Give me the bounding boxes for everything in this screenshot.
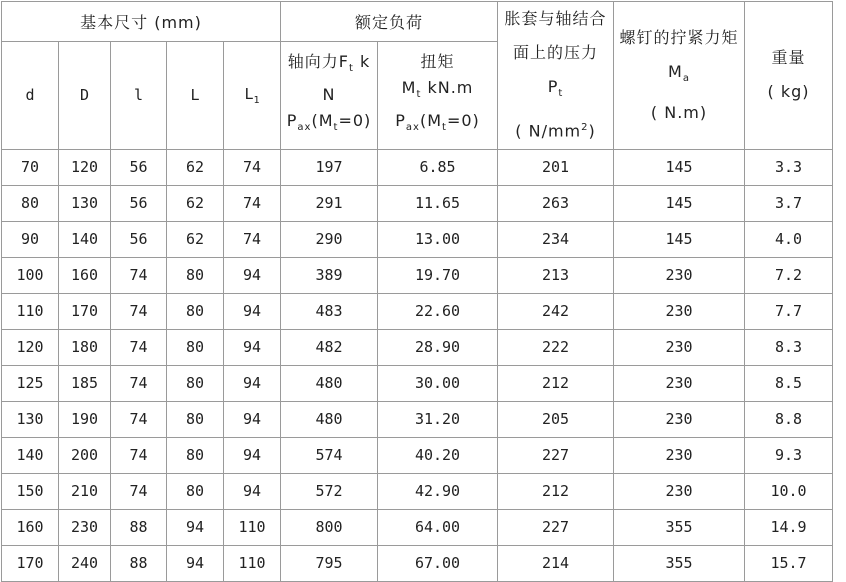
table-row xyxy=(2,329,833,365)
cell-Ft: 291 xyxy=(281,185,378,221)
cell-L: 80 xyxy=(167,293,224,329)
cell-L: 94 xyxy=(167,509,224,545)
cell-w: 15.7 xyxy=(745,545,833,581)
cell-L: 80 xyxy=(167,401,224,437)
table-row xyxy=(2,509,833,545)
cell-Ma: 230 xyxy=(614,437,745,473)
cell-L: 80 xyxy=(167,329,224,365)
cell-Mt: 31.20 xyxy=(378,401,498,437)
cell-L1: 94 xyxy=(224,365,281,401)
table-row xyxy=(2,221,833,257)
cell-l: 88 xyxy=(111,545,167,581)
cell-Pt: 222 xyxy=(498,329,614,365)
cell-D: 200 xyxy=(59,437,111,473)
cell-D: 120 xyxy=(59,149,111,185)
cell-Pt: 242 xyxy=(498,293,614,329)
cell-D: 190 xyxy=(59,401,111,437)
cell-Ma: 230 xyxy=(614,257,745,293)
cell-Ft: 290 xyxy=(281,221,378,257)
cell-Pt: 227 xyxy=(498,437,614,473)
cell-Mt: 22.60 xyxy=(378,293,498,329)
cell-l: 56 xyxy=(111,149,167,185)
cell-l: 56 xyxy=(111,221,167,257)
cell-Ft: 574 xyxy=(281,437,378,473)
cell-Ft: 197 xyxy=(281,149,378,185)
cell-L: 62 xyxy=(167,185,224,221)
cell-Mt: 67.00 xyxy=(378,545,498,581)
spec-table xyxy=(1,1,833,582)
cell-L: 94 xyxy=(167,545,224,581)
cell-Pt: 201 xyxy=(498,149,614,185)
cell-L1: 74 xyxy=(224,185,281,221)
cell-w: 7.2 xyxy=(745,257,833,293)
table-row xyxy=(2,257,833,293)
cell-Ft: 572 xyxy=(281,473,378,509)
cell-Ft: 483 xyxy=(281,293,378,329)
cell-w: 8.5 xyxy=(745,365,833,401)
cell-d: 160 xyxy=(2,509,59,545)
cell-L: 80 xyxy=(167,437,224,473)
cell-w: 3.3 xyxy=(745,149,833,185)
cell-L1: 94 xyxy=(224,257,281,293)
table-row xyxy=(2,473,833,509)
basic-dims-header: 基本尺寸 (mm) xyxy=(2,2,281,42)
cell-Ft: 482 xyxy=(281,329,378,365)
cell-w: 14.9 xyxy=(745,509,833,545)
cell-Ft: 795 xyxy=(281,545,378,581)
cell-w: 10.0 xyxy=(745,473,833,509)
cell-w: 8.3 xyxy=(745,329,833,365)
cell-l: 88 xyxy=(111,509,167,545)
cell-Ft: 389 xyxy=(281,257,378,293)
cell-D: 240 xyxy=(59,545,111,581)
rated-load-header: 额定负荷 xyxy=(281,2,498,42)
cell-L1: 94 xyxy=(224,401,281,437)
cell-w: 7.7 xyxy=(745,293,833,329)
cell-w: 9.3 xyxy=(745,437,833,473)
cell-l: 74 xyxy=(111,365,167,401)
cell-Ma: 230 xyxy=(614,473,745,509)
cell-Mt: 11.65 xyxy=(378,185,498,221)
cell-Mt: 64.00 xyxy=(378,509,498,545)
cell-d: 140 xyxy=(2,437,59,473)
col-D-header: D xyxy=(59,41,111,149)
cell-d: 170 xyxy=(2,545,59,581)
pressure-header: 胀套与轴结合 面上的压力 $P_t$ ( $N/mm^2$) xyxy=(498,2,614,150)
cell-D: 160 xyxy=(59,257,111,293)
cell-Pt: 212 xyxy=(498,473,614,509)
cell-Mt: 19.70 xyxy=(378,257,498,293)
cell-Ma: 145 xyxy=(614,221,745,257)
cell-Pt: 213 xyxy=(498,257,614,293)
cell-Ma: 145 xyxy=(614,185,745,221)
cell-d: 100 xyxy=(2,257,59,293)
cell-L1: 74 xyxy=(224,149,281,185)
cell-D: 140 xyxy=(59,221,111,257)
cell-Mt: 13.00 xyxy=(378,221,498,257)
table-row xyxy=(2,149,833,185)
cell-Ma: 230 xyxy=(614,365,745,401)
table-row xyxy=(2,185,833,221)
cell-Ma: 230 xyxy=(614,293,745,329)
cell-d: 120 xyxy=(2,329,59,365)
torque-header: 扭矩 $M_t$ kN.m $P_{ax}(M_t=0)$ xyxy=(378,41,498,149)
cell-l: 74 xyxy=(111,329,167,365)
cell-Pt: 263 xyxy=(498,185,614,221)
cell-Mt: 40.20 xyxy=(378,437,498,473)
cell-L1: 94 xyxy=(224,293,281,329)
cell-Ma: 355 xyxy=(614,545,745,581)
cell-Pt: 227 xyxy=(498,509,614,545)
cell-Mt: 30.00 xyxy=(378,365,498,401)
col-l-header: l xyxy=(111,41,167,149)
cell-l: 74 xyxy=(111,293,167,329)
cell-Mt: 42.90 xyxy=(378,473,498,509)
cell-D: 185 xyxy=(59,365,111,401)
cell-l: 74 xyxy=(111,473,167,509)
cell-l: 56 xyxy=(111,185,167,221)
cell-Pt: 234 xyxy=(498,221,614,257)
cell-d: 130 xyxy=(2,401,59,437)
cell-L: 62 xyxy=(167,149,224,185)
cell-L1: 94 xyxy=(224,437,281,473)
cell-Ma: 355 xyxy=(614,509,745,545)
cell-L: 80 xyxy=(167,365,224,401)
cell-w: 8.8 xyxy=(745,401,833,437)
cell-Ft: 480 xyxy=(281,365,378,401)
cell-L1: 94 xyxy=(224,329,281,365)
cell-D: 210 xyxy=(59,473,111,509)
cell-D: 170 xyxy=(59,293,111,329)
cell-L1: 110 xyxy=(224,545,281,581)
table-row xyxy=(2,437,833,473)
cell-d: 110 xyxy=(2,293,59,329)
table-row xyxy=(2,293,833,329)
table-row xyxy=(2,365,833,401)
cell-l: 74 xyxy=(111,401,167,437)
cell-Ma: 145 xyxy=(614,149,745,185)
cell-L1: 110 xyxy=(224,509,281,545)
cell-L: 62 xyxy=(167,221,224,257)
cell-Mt: 6.85 xyxy=(378,149,498,185)
cell-l: 74 xyxy=(111,257,167,293)
cell-L1: 94 xyxy=(224,473,281,509)
cell-Ft: 800 xyxy=(281,509,378,545)
cell-Ft: 480 xyxy=(281,401,378,437)
cell-Pt: 214 xyxy=(498,545,614,581)
header-row-1 xyxy=(2,2,833,42)
cell-d: 125 xyxy=(2,365,59,401)
col-L1-header: $L_1$ xyxy=(224,41,281,149)
cell-d: 90 xyxy=(2,221,59,257)
cell-Pt: 205 xyxy=(498,401,614,437)
cell-w: 4.0 xyxy=(745,221,833,257)
table-row xyxy=(2,401,833,437)
cell-Mt: 28.90 xyxy=(378,329,498,365)
cell-D: 130 xyxy=(59,185,111,221)
cell-l: 74 xyxy=(111,437,167,473)
cell-Pt: 212 xyxy=(498,365,614,401)
cell-D: 180 xyxy=(59,329,111,365)
cell-L: 80 xyxy=(167,257,224,293)
cell-L1: 74 xyxy=(224,221,281,257)
cell-D: 230 xyxy=(59,509,111,545)
cell-w: 3.7 xyxy=(745,185,833,221)
table-row xyxy=(2,545,833,581)
weight-header: 重量 ( kg) xyxy=(745,2,833,150)
cell-d: 150 xyxy=(2,473,59,509)
screw-torque-header: 螺钉的拧紧力矩 $M_a$ ( N.m) xyxy=(614,2,745,150)
cell-d: 70 xyxy=(2,149,59,185)
cell-Ma: 230 xyxy=(614,329,745,365)
cell-Ma: 230 xyxy=(614,401,745,437)
col-L-header: L xyxy=(167,41,224,149)
cell-d: 80 xyxy=(2,185,59,221)
col-d-header: d xyxy=(2,41,59,149)
cell-L: 80 xyxy=(167,473,224,509)
axial-force-header: 轴向力$F_t$ k N $P_{ax}(M_t=0)$ xyxy=(281,41,378,149)
